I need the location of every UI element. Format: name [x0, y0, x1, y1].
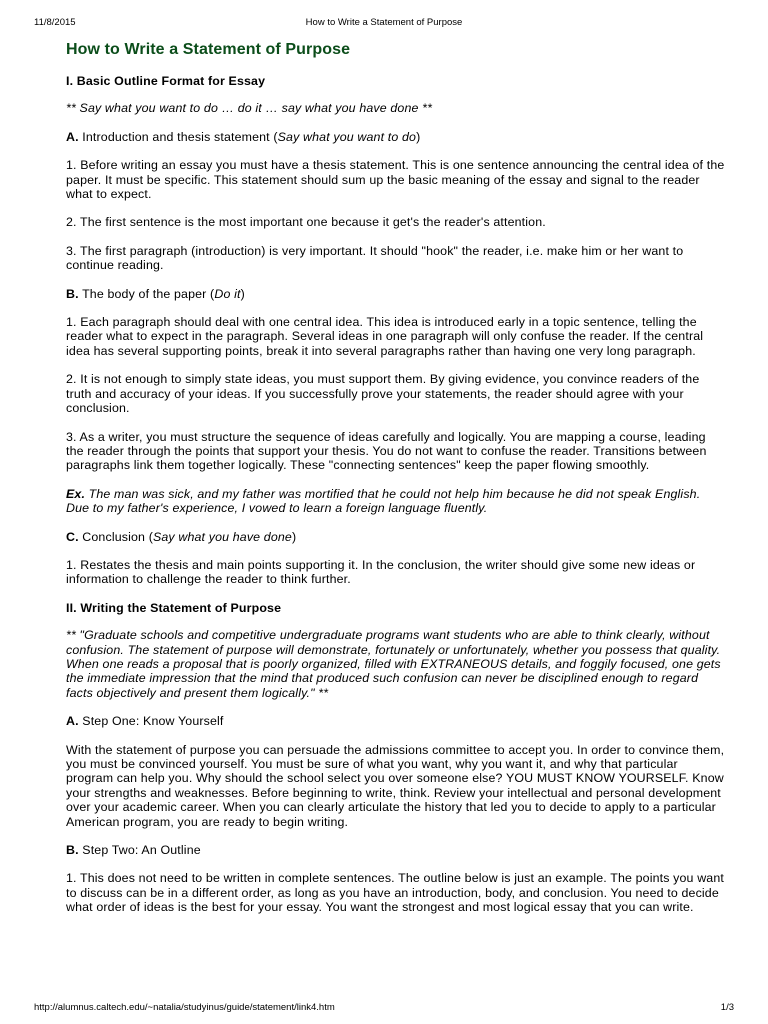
section-heading-outline: I. Basic Outline Format for Essay: [66, 74, 266, 88]
example-label: Ex.: [66, 486, 86, 501]
subsection-label: Step Two: An Outline: [78, 843, 201, 858]
subsection-label: Introduction and thesis statement (: [78, 129, 278, 144]
outline-motto: ** Say what you want to do … do it … say what you have done **: [66, 101, 433, 116]
subsection-letter: A.: [66, 129, 79, 144]
subsection-close: ): [416, 129, 421, 144]
subsection-hint: Say what you have done: [152, 529, 292, 544]
paragraph: 3. As a writer, you must structure the sequence of ideas carefully and logically. You are mapping a course, leading the reader through the points that support your thesis. You do not want to confuse the reader. Transitions between paragraphs link them together logically. These "connecting sentences" keep the paper flowing smoothly.: [66, 429, 707, 473]
subsection-hint: Do it: [214, 286, 241, 301]
page-title: How to Write a Statement of Purpose: [66, 41, 351, 58]
subsection-close: ): [240, 286, 245, 301]
section-heading-statement: II. Writing the Statement of Purpose: [66, 600, 282, 615]
paragraph: 2. It is not enough to simply state ideas, you must support them. By giving evidence, you convince readers of the truth and accuracy of your ideas. If you successfully prove your statements, the reader should agree with your conclusion.: [66, 372, 700, 416]
paragraph: 1. Restates the thesis and main points supporting it. In the conclusion, the writer should give some new ideas or information to challenge the reader to think further.: [66, 557, 696, 587]
print-date: 11/8/2015: [34, 17, 76, 28]
subsection-letter: B.: [66, 286, 79, 301]
print-url: http://alumnus.caltech.edu/~natalia/studyinus/guide/statement/link4.htm: [34, 1002, 335, 1013]
subsection-letter: B.: [66, 843, 79, 858]
paragraph: With the statement of purpose you can persuade the admissions committee to accept you. In order to convince them, you must be convinced yourself. You must be sure of what you want, why you want it, and why that particular program can help you. Why should the school select you over someone else? YOU MUST KNOW YOURSELF. Know your strengths and weaknesses. Before beginning to write, think. Review your intellectual and personal development over your academic career. When you can clearly articulate the history that led you to decide to apply to a particular American program, you are ready to begin writing.: [66, 742, 725, 829]
step-one-heading: [66, 714, 726, 728]
print-page-title: How to Write a Statement of Purpose: [305, 17, 463, 28]
print-footer: [34, 1002, 734, 1016]
subsection-label: Step One: Know Yourself: [78, 714, 224, 729]
subsection-b-heading: [66, 287, 726, 301]
paragraph: 1. Before writing an essay you must have a thesis statement. This is one sentence announcing the central idea of the paper. It must be specific. This statement should sum up the basic meaning of the essay and signal to the reader what to expect.: [66, 158, 725, 202]
example-paragraph: [66, 487, 726, 516]
subsection-c-heading: [66, 530, 726, 544]
subsection-a-heading: [66, 130, 726, 144]
example-text: The man was sick, and my father was mortified that he could not help him because he did not speak English. Due to my father's experience, I vowed to learn a foreign language fluently.: [66, 486, 701, 516]
subsection-label: The body of the paper (: [78, 286, 215, 301]
subsection-letter: A.: [66, 714, 79, 729]
document-body: [66, 40, 726, 929]
page-number: 1/3: [720, 1002, 734, 1013]
subsection-label: Conclusion (: [78, 529, 153, 544]
subsection-close: ): [291, 529, 297, 544]
quote-paragraph: ** "Graduate schools and competitive undergraduate programs want students who are able to think clearly, without confusion. The statement of purpose will demonstrate, fortunately or unfortunately, whether you possess that quality. When one reads a proposal that is poorly organized, filled with EXTRANEOUS details, and foggily focused, one gets the immediate impression that the mind that produced such confusion can never be disciplined enough to regard facts objectively and present them logically." **: [66, 628, 721, 700]
paragraph: 3. The first paragraph (introduction) is very important. It should "hook" the reader, i.e. make him or her want to continue reading.: [66, 243, 684, 273]
subsection-letter: C.: [66, 529, 79, 544]
print-header: [34, 17, 734, 31]
paragraph: 1. This does not need to be written in complete sentences. The outline below is just an example. The points you want to discuss can be in a different order, as long as you have an introduction, body, and conclusion. You need to decide what order of ideas is the best for your essay. You want the strongest and most logical essay that you can write.: [66, 871, 724, 915]
paragraph: 2. The first sentence is the most important one because it get's the reader's attention.: [66, 215, 546, 230]
paragraph: 1. Each paragraph should deal with one central idea. This idea is introduced early in a topic sentence, telling the reader what to expect in the paragraph. Several ideas in one paragraph will only confuse the reader. If the central idea has several supporting points, break it into several paragraphs rather than having one very long paragraph.: [66, 315, 704, 358]
subsection-hint: Say what you want to do: [277, 129, 417, 144]
step-two-heading: [66, 843, 726, 857]
